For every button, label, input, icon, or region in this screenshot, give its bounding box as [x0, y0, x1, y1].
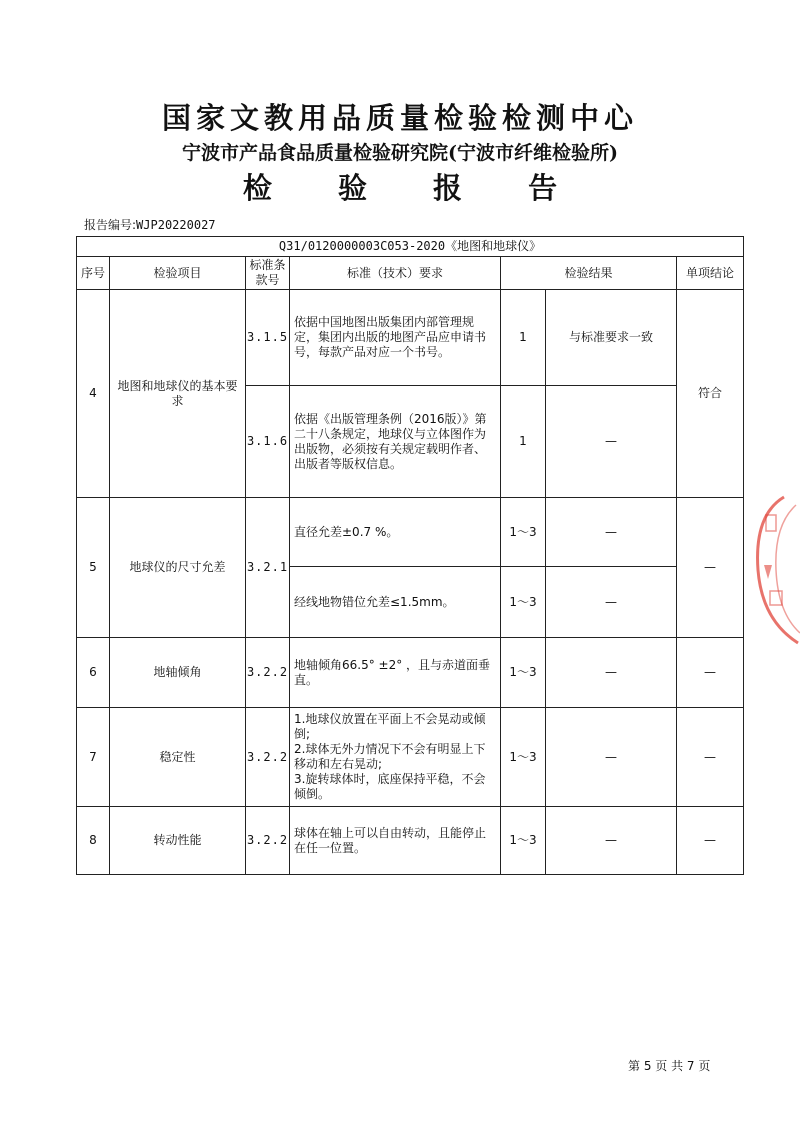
clause-cell: 3.1.6: [246, 386, 290, 498]
header-result: 检验结果: [501, 257, 677, 290]
official-stamp-fragment: [744, 495, 800, 645]
verdict-cell: 符合: [677, 290, 744, 498]
verdict-cell: —: [677, 807, 744, 875]
requirement-cell: 依据中国地图出版集团内部管理规定，集团内出版的地图产品应申请书号，每款产品对应一个书号。: [290, 290, 501, 386]
verdict-cell: —: [677, 708, 744, 807]
item-cell: 地球仪的尺寸允差: [110, 498, 246, 638]
org-subtitle: 宁波市产品食品质量检验研究院(宁波市纤维检验所): [182, 142, 618, 164]
verdict-cell: —: [677, 638, 744, 708]
requirement-line: 2.球体无外力情况下不会有明显上下移动和左右晃动;: [294, 742, 486, 771]
result-cell: —: [546, 498, 677, 567]
requirement-line: 1.地球仪放置在平面上不会晃动或倾倒;: [294, 712, 486, 741]
seq-cell: 6: [77, 638, 110, 708]
result-cell: 与标准要求一致: [546, 290, 677, 386]
page-number: 第 5 页 共 7 页: [628, 1059, 711, 1073]
count-cell: 1～3: [501, 708, 546, 807]
report-number-value: WJP20220027: [136, 218, 216, 232]
header-requirement: 标准（技术）要求: [290, 257, 501, 290]
count-cell: 1～3: [501, 807, 546, 875]
requirement-cell: 直径允差±0.7 %。: [290, 498, 501, 567]
seq-cell: 5: [77, 498, 110, 638]
table-row: [77, 638, 744, 708]
requirement-line: 3.旋转球体时，底座保持平稳，不会倾倒。: [294, 772, 486, 801]
clause-cell: 3.2.2: [246, 807, 290, 875]
item-cell: 稳定性: [110, 708, 246, 807]
result-cell: —: [546, 807, 677, 875]
result-cell: —: [546, 567, 677, 638]
requirement-cell: [290, 708, 501, 807]
table-row: [77, 807, 744, 875]
report-number-label: 报告编号:: [84, 218, 137, 232]
inspection-table: [76, 236, 744, 875]
table-row: [77, 498, 744, 567]
item-cell: 地图和地球仪的基本要求: [110, 290, 246, 498]
verdict-cell: —: [677, 498, 744, 638]
clause-cell: 3.2.2: [246, 638, 290, 708]
requirement-cell: 经线地物错位允差≤1.5mm。: [290, 567, 501, 638]
requirement-cell: 地轴倾角66.5° ±2° ，且与赤道面垂直。: [290, 638, 501, 708]
count-cell: 1～3: [501, 638, 546, 708]
table-row: [77, 290, 744, 386]
result-cell: —: [546, 386, 677, 498]
seq-cell: 8: [77, 807, 110, 875]
header-clause: 标准条款号: [246, 257, 290, 290]
requirement-cell: 球体在轴上可以自由转动，且能停止在任一位置。: [290, 807, 501, 875]
count-cell: 1～3: [501, 567, 546, 638]
clause-cell: 3.2.2: [246, 708, 290, 807]
result-cell: —: [546, 708, 677, 807]
header-verdict: 单项结论: [677, 257, 744, 290]
report-number: [84, 216, 216, 233]
count-cell: 1: [501, 386, 546, 498]
seq-cell: 7: [77, 708, 110, 807]
table-row: [77, 708, 744, 807]
org-title: 国家文教用品质量检验检测中心: [161, 101, 638, 135]
standard-name: Q31/0120000003C053-2020《地图和地球仪》: [77, 237, 744, 257]
header-seq: 序号: [77, 257, 110, 290]
result-cell: —: [546, 638, 677, 708]
count-cell: 1: [501, 290, 546, 386]
requirement-cell: 依据《出版管理条例（2016版）》第二十八条规定，地球仪与立体图作为出版物，必须按有关规定载明作者、出版者等版权信息。: [290, 386, 501, 498]
clause-cell: 3.1.5: [246, 290, 290, 386]
report-title: 检 验 报 告: [242, 171, 586, 205]
header-item: 检验项目: [110, 257, 246, 290]
count-cell: 1～3: [501, 498, 546, 567]
item-cell: 转动性能: [110, 807, 246, 875]
seq-cell: 4: [77, 290, 110, 498]
item-cell: 地轴倾角: [110, 638, 246, 708]
clause-cell: 3.2.1: [246, 498, 290, 638]
